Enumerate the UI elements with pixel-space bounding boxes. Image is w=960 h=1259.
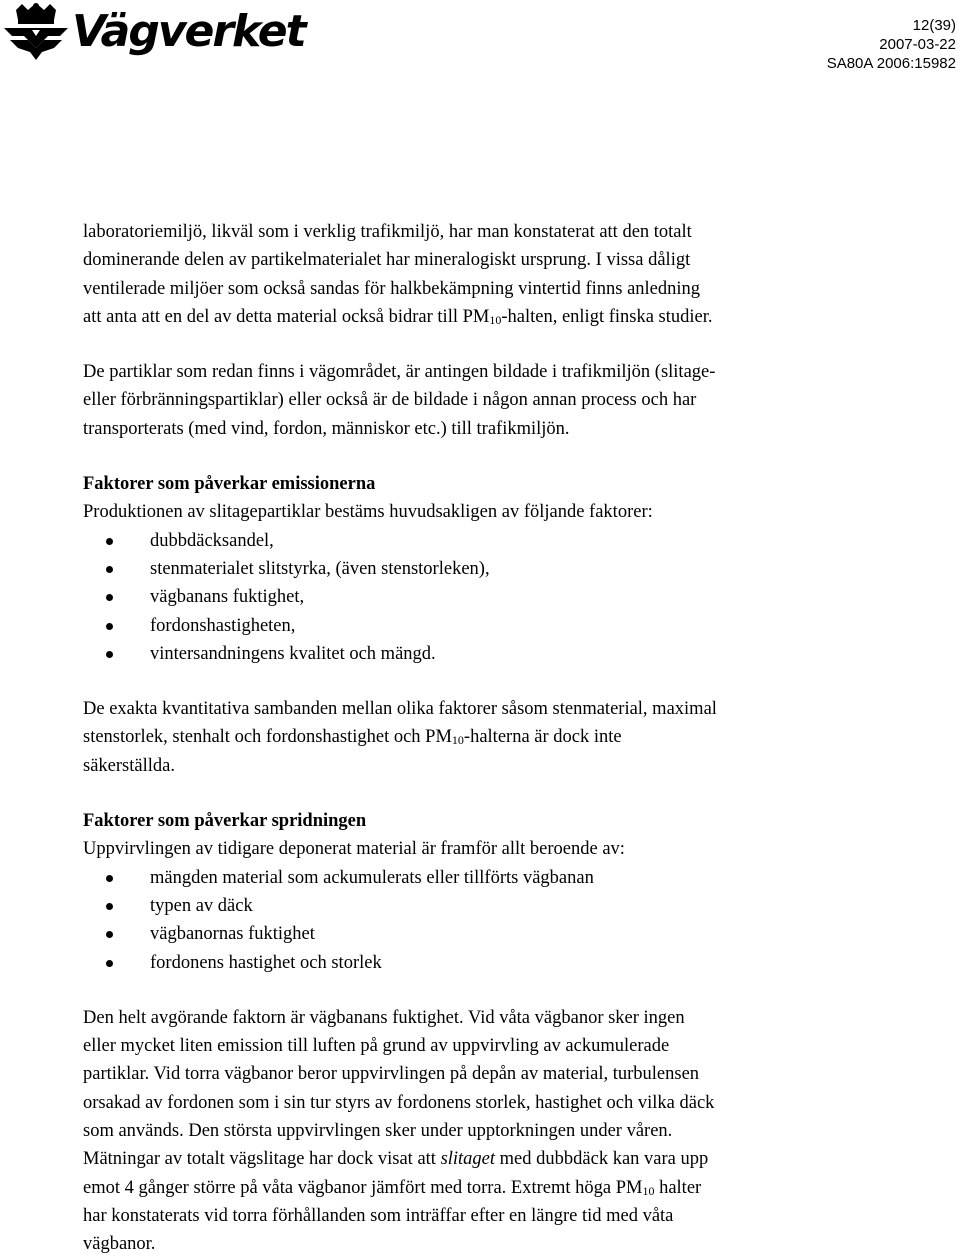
text-run: med dubbdäck kan vara upp	[495, 1149, 709, 1170]
text-line: som används. Den största uppvirvlingen sker under upptorkningen under våren.	[83, 1121, 673, 1142]
text-line: vägbanor.	[83, 1234, 156, 1255]
text-line: Den helt avgörande faktorn är vägbanans fuktighet. Vid våta vägbanor sker ingen	[83, 1007, 685, 1028]
text-run: -halterna är dock inte	[463, 727, 622, 748]
document-date: 2007-03-22	[879, 36, 956, 53]
subscript: 10	[451, 733, 464, 748]
list-item-text: vägbanornas fuktighet	[150, 924, 315, 945]
list-item	[83, 892, 803, 920]
list-item	[83, 864, 803, 892]
list-item-text: typen av däck	[150, 895, 253, 916]
section-emissions	[83, 470, 803, 527]
bullet-icon	[106, 651, 113, 658]
section-heading: Faktorer som påverkar emissionerna	[83, 474, 376, 495]
bullet-icon	[106, 538, 113, 545]
paragraph-4	[83, 1004, 803, 1259]
emphasis-text: slitaget	[440, 1149, 496, 1170]
bullet-icon	[106, 594, 113, 601]
list-item	[83, 555, 803, 583]
text-line: transporterats (med vind, fordon, människor etc.) till trafikmiljön.	[83, 418, 570, 439]
bullet-icon	[106, 960, 113, 967]
list-item	[83, 583, 803, 611]
list-item-text: vintersandningens kvalitet och mängd.	[150, 643, 436, 664]
paragraph-3	[83, 695, 803, 780]
text-run: -halten, enligt finska studier.	[501, 306, 713, 327]
text-run: emot 4 gånger större på våta vägbanor jämfört med torra. Extremt höga PM	[83, 1177, 643, 1198]
text-line: ventilerade miljöer som också sandas för halkbekämpning vintertid finns anledning	[83, 278, 701, 299]
bullet-icon	[106, 931, 113, 938]
text-line: De partiklar som redan finns i vägområdet, är antingen bildade i trafikmiljön (slitage-	[83, 362, 716, 383]
text-line	[83, 723, 803, 751]
paragraph-1	[83, 218, 803, 331]
text-line: dominerande delen av partikelmaterialet har mineralogiskt ursprung. I vissa dåligt	[83, 250, 691, 271]
section-heading: Faktorer som påverkar spridningen	[83, 811, 367, 832]
document-id: SA80A 2006:15982	[826, 55, 956, 72]
list-item-text: stenmaterialet slitstyrka, (även stenstorleken),	[150, 558, 490, 579]
vagverket-logo	[0, 0, 305, 70]
bullet-icon	[106, 875, 113, 882]
list-item	[83, 920, 803, 948]
list-item-text: dubbdäcksandel,	[150, 530, 274, 551]
text-line: har konstaterats vid torra förhållanden som inträffar efter en längre tid med våta	[83, 1205, 674, 1226]
list-item	[83, 527, 803, 555]
subscript: 10	[489, 312, 502, 327]
text-line: De exakta kvantitativa sambanden mellan olika faktorer såsom stenmaterial, maximal	[83, 699, 717, 720]
list-item-text: mängden material som ackumulerats eller tillförts vägbanan	[150, 867, 594, 888]
paragraph-2	[83, 358, 803, 443]
list-item	[83, 612, 803, 640]
list-item	[83, 640, 803, 668]
text-line: eller förbränningspartiklar) eller också är de bildade i någon annan process och har	[83, 390, 697, 411]
bullet-icon	[106, 566, 113, 573]
header-meta	[827, 16, 956, 73]
text-run: att anta att en del av detta material också bidrar till PM	[83, 306, 490, 327]
text-line: orsakad av fordonen som i sin tur styrs av fordonens storlek, hastighet och vilka däck	[83, 1092, 715, 1113]
section-intro: Produktionen av slitagepartiklar bestäms huvudsakligen av följande faktorer:	[83, 502, 653, 523]
list-item-text: fordonshastigheten,	[150, 615, 296, 636]
text-run: stenstorlek, stenhalt och fordonshastighet och PM	[83, 727, 452, 748]
text-run: halter	[654, 1177, 702, 1198]
logo-wordmark: Vägverket	[72, 6, 305, 57]
list-item-text: fordonens hastighet och storlek	[150, 952, 382, 973]
document-body	[83, 218, 803, 1259]
text-line	[83, 1145, 803, 1173]
emission-factor-list	[83, 527, 803, 668]
text-line: partiklar. Vid torra vägbanor beror uppvirvlingen på depån av material, turbulensen	[83, 1064, 700, 1085]
text-line: säkerställda.	[83, 755, 175, 776]
text-line	[83, 1174, 803, 1202]
text-run: Mätningar av totalt vägslitage har dock visat att	[83, 1149, 441, 1170]
section-dispersion	[83, 807, 803, 864]
crown-emblem-icon	[2, 2, 70, 64]
text-line: eller mycket liten emission till luften på grund av uppvirvling av ackumulerade	[83, 1036, 670, 1057]
bullet-icon	[106, 623, 113, 630]
page-number: 12(39)	[912, 17, 956, 34]
bullet-icon	[106, 903, 113, 910]
subscript: 10	[642, 1183, 655, 1198]
dispersion-factor-list	[83, 864, 803, 977]
text-line: laboratoriemiljö, likväl som i verklig trafikmiljö, har man konstaterat att den totalt	[83, 222, 692, 242]
section-intro: Uppvirvlingen av tidigare deponerat material är framför allt beroende av:	[83, 839, 625, 860]
text-line	[83, 303, 803, 331]
list-item	[83, 949, 803, 977]
list-item-text: vägbanans fuktighet,	[150, 587, 305, 608]
